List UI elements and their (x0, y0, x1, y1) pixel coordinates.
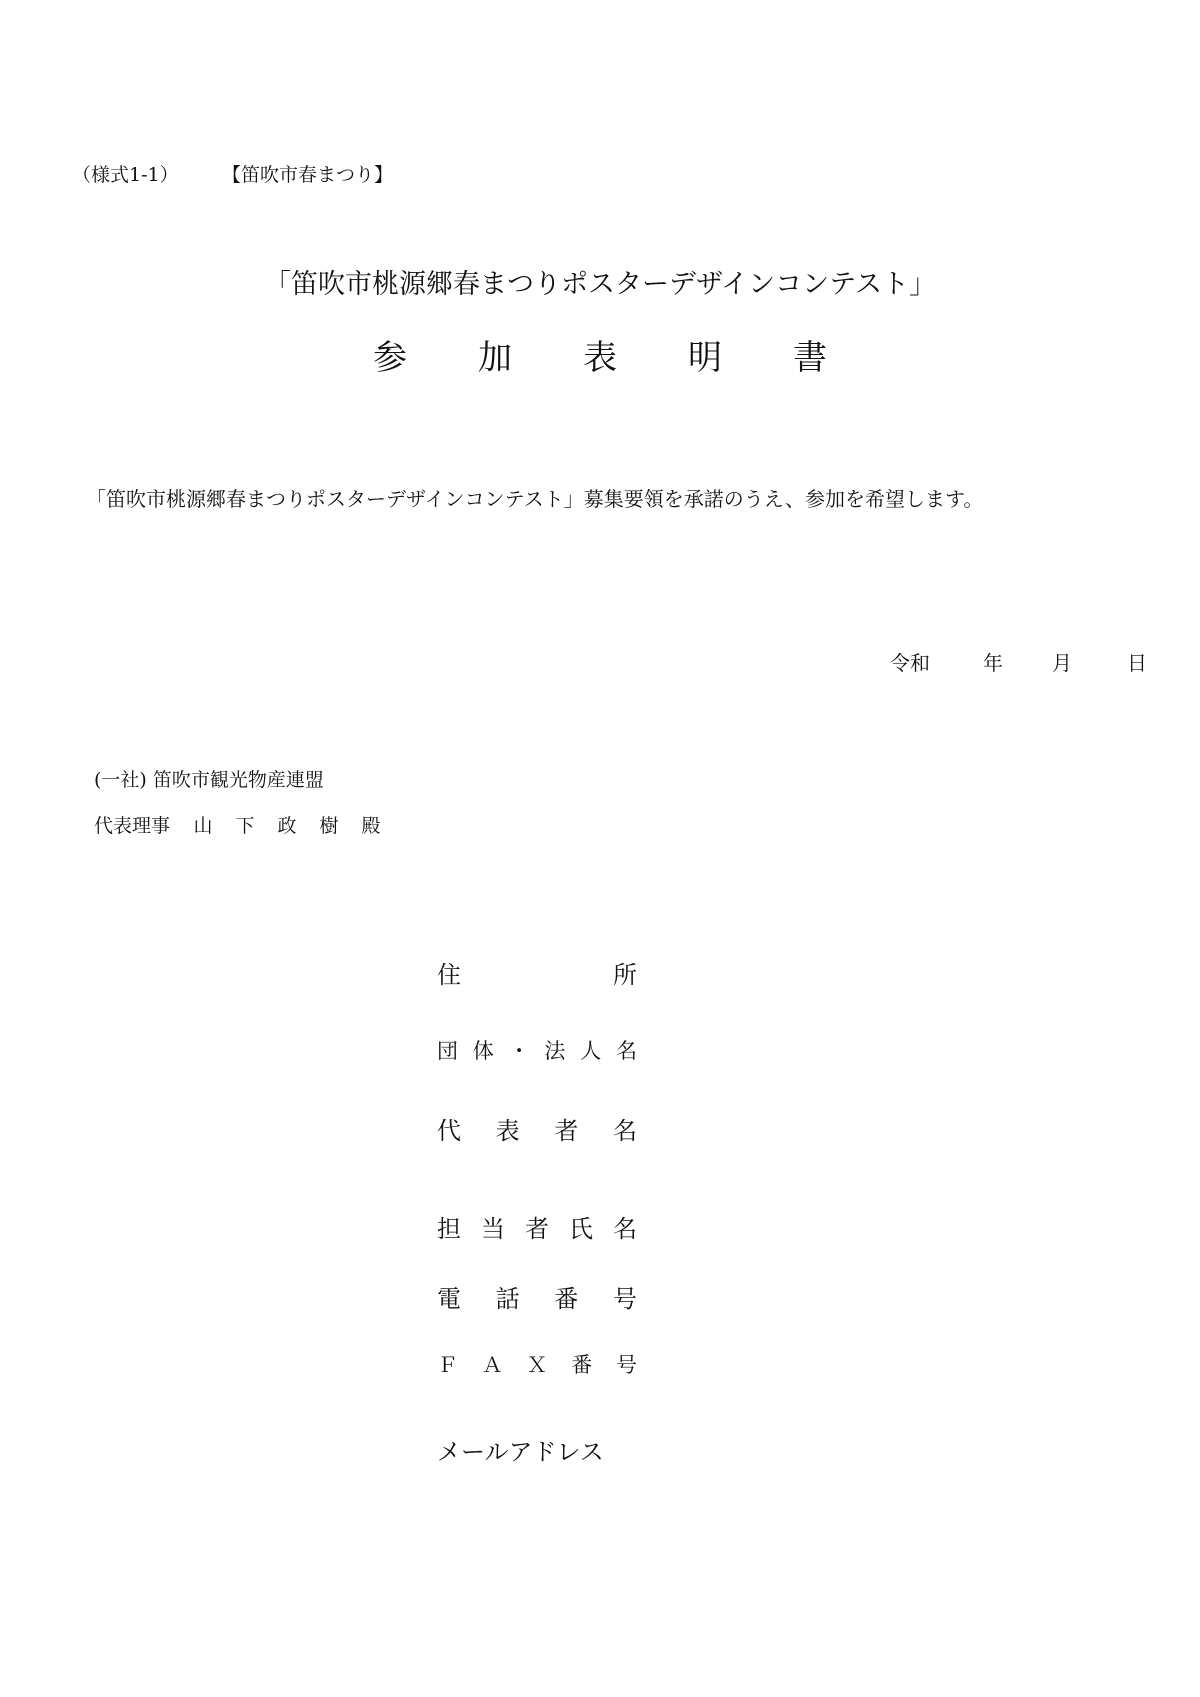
field-char: 者 (525, 1215, 549, 1243)
field-char: 番 (554, 1285, 579, 1313)
field-char: 名 (613, 1215, 637, 1243)
field-char: 担 (437, 1215, 461, 1243)
field-char: 住 (437, 961, 461, 989)
field-phone-label (437, 1279, 637, 1314)
document-heading (0, 330, 1200, 379)
field-char: 者 (554, 1117, 579, 1145)
field-representative-label (437, 1111, 637, 1146)
heading-char: 加 (478, 338, 512, 378)
field-char: 名 (612, 1117, 637, 1145)
field-char: Ｆ (437, 1353, 458, 1377)
field-contact-person-label (437, 1209, 637, 1244)
field-char: ・ (508, 1039, 530, 1063)
heading-char: 書 (793, 338, 827, 378)
field-address-label (437, 955, 637, 990)
addressee-representative (94, 811, 392, 838)
addressee-name-char: 山 (193, 815, 213, 837)
document-title: 「笛吹市桃源郷春まつりポスターデザインコンテスト」 (263, 269, 937, 300)
field-char: 団 (437, 1039, 458, 1063)
field-char: Ａ (481, 1353, 503, 1377)
addressee-organization: (一社) 笛吹市観光物産連盟 (94, 769, 324, 791)
field-char: 代 (437, 1117, 461, 1145)
addressee-name-char: 下 (235, 815, 255, 837)
date-day: 日 (1127, 651, 1147, 675)
field-char: Ｘ (526, 1353, 548, 1377)
field-char: 号 (612, 1285, 637, 1313)
field-char: 氏 (569, 1215, 593, 1243)
date-era: 令和 (890, 651, 930, 675)
date-year: 年 (983, 651, 1003, 675)
heading-char: 参 (373, 338, 407, 378)
field-char: 番 (571, 1353, 593, 1377)
form-number-label: （様式1-1） (72, 164, 179, 186)
field-char: 話 (495, 1285, 520, 1313)
field-char: 法 (544, 1039, 566, 1063)
field-char: 所 (613, 961, 637, 989)
participation-statement: 「笛吹市桃源郷春まつりポスターデザインコンテスト」募集要領を承諾のうえ、参加を希望します。 (86, 487, 984, 511)
event-tag: 【笛吹市春まつり】 (222, 164, 394, 186)
field-char: 名 (615, 1039, 637, 1063)
field-organization-label (437, 1035, 637, 1065)
heading-char: 明 (688, 338, 722, 378)
addressee-title: 代表理事 (94, 815, 171, 837)
field-fax-label (437, 1349, 637, 1379)
field-char: 号 (616, 1353, 637, 1377)
heading-char: 表 (583, 338, 617, 378)
addressee-name-char: 樹 (319, 815, 339, 837)
field-char: 表 (495, 1117, 520, 1145)
field-char: 電 (437, 1285, 461, 1313)
addressee-name-char: 殿 (361, 815, 381, 837)
date-month: 月 (1052, 651, 1072, 675)
field-char: 体 (472, 1039, 494, 1063)
field-email-label: メールアドレス (437, 1438, 604, 1466)
field-char: 人 (580, 1039, 602, 1063)
field-char: 当 (481, 1215, 505, 1243)
addressee-name-char: 政 (277, 815, 297, 837)
